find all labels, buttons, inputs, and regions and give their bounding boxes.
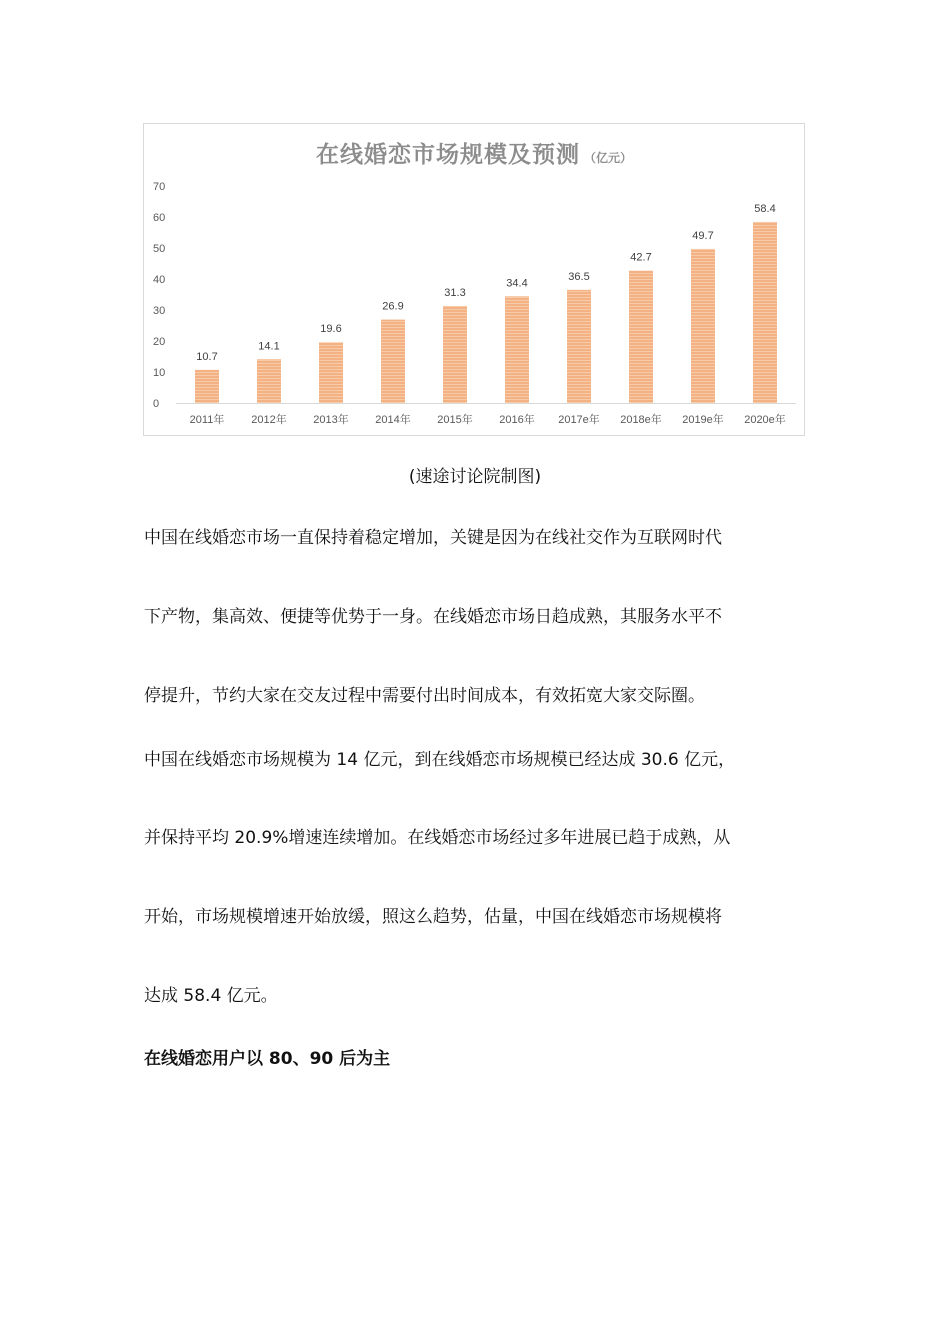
bar-2015年 (443, 306, 467, 403)
data-label: 58.4 (754, 202, 776, 215)
bar-2016年 (505, 296, 529, 403)
y-tick-label: 0 (153, 398, 160, 410)
x-tick-label: 2014年 (375, 414, 411, 426)
bar-2013年 (319, 342, 343, 403)
chart-title-text: 在线婚恋市场规模及预测 (315, 142, 580, 168)
paragraph-1-line-1: 中国在线婚恋市场一直保持着稳定增加，关键是因为在线社交作为互联网时代 (144, 528, 722, 548)
data-label: 10.7 (196, 350, 218, 363)
x-tick-label: 2015年 (437, 414, 473, 426)
data-label: 26.9 (382, 300, 404, 313)
data-label: 34.4 (506, 277, 528, 290)
bar-2014年 (381, 320, 405, 403)
data-label: 49.7 (692, 229, 714, 242)
y-tick-label: 50 (153, 243, 166, 255)
x-tick-label: 2017e年 (558, 414, 600, 426)
paragraph-1-line-3: 停提升，节约大家在交友过程中需要付出时间成本，有效拓宽大家交际圈。 (144, 686, 705, 706)
section-heading: 在线婚恋用户以 80、90 后为主 (144, 1049, 391, 1069)
x-tick-label: 2012年 (251, 414, 287, 426)
bar-2020e年 (753, 222, 777, 403)
bar-2011年 (195, 370, 219, 403)
x-tick-label: 2019e年 (682, 414, 724, 426)
paragraph-2-line-1: 中国在线婚恋市场规模为 14 亿元，到在线婚恋市场规模已经达成 30.6 亿元， (144, 750, 736, 770)
data-label: 19.6 (320, 323, 342, 336)
x-tick-label: 2011年 (189, 414, 225, 426)
data-label: 42.7 (630, 251, 652, 264)
data-label: 31.3 (444, 286, 466, 299)
chart-unit: （亿元） (583, 151, 632, 165)
chart-container (143, 123, 805, 436)
y-tick-label: 40 (153, 274, 166, 286)
x-tick-label: 2013年 (313, 414, 349, 426)
figure-caption: (速途讨论院制图) (408, 467, 542, 487)
data-label: 14.1 (258, 340, 280, 353)
bar-2017e年 (567, 290, 591, 403)
bar-2018e年 (629, 271, 653, 403)
y-tick-label: 60 (153, 212, 166, 224)
bar-2012年 (257, 359, 281, 403)
y-tick-label: 20 (153, 336, 166, 348)
data-label: 36.5 (568, 270, 590, 283)
x-tick-label: 2018e年 (620, 414, 662, 426)
paragraph-2-line-4: 达成 58.4 亿元。 (144, 986, 278, 1006)
paragraph-1-line-2: 下产物，集高效、便捷等优势于一身。在线婚恋市场日趋成熟，其服务水平不 (144, 607, 722, 627)
y-tick-label: 70 (153, 181, 166, 193)
y-tick-label: 30 (153, 305, 166, 317)
paragraph-2-line-2: 并保持平均 20.9%增速连续增加。在线婚恋市场经过多年进展已趋于成熟，从 (144, 828, 731, 848)
paragraph-2-line-3: 开始，市场规模增速开始放缓，照这么趋势，估量，中国在线婚恋市场规模将 (144, 907, 722, 927)
x-tick-label: 2016年 (499, 414, 535, 426)
bar-2019e年 (691, 249, 715, 403)
bar-chart (144, 124, 804, 435)
x-tick-label: 2020e年 (744, 414, 786, 426)
y-tick-label: 10 (153, 367, 166, 379)
